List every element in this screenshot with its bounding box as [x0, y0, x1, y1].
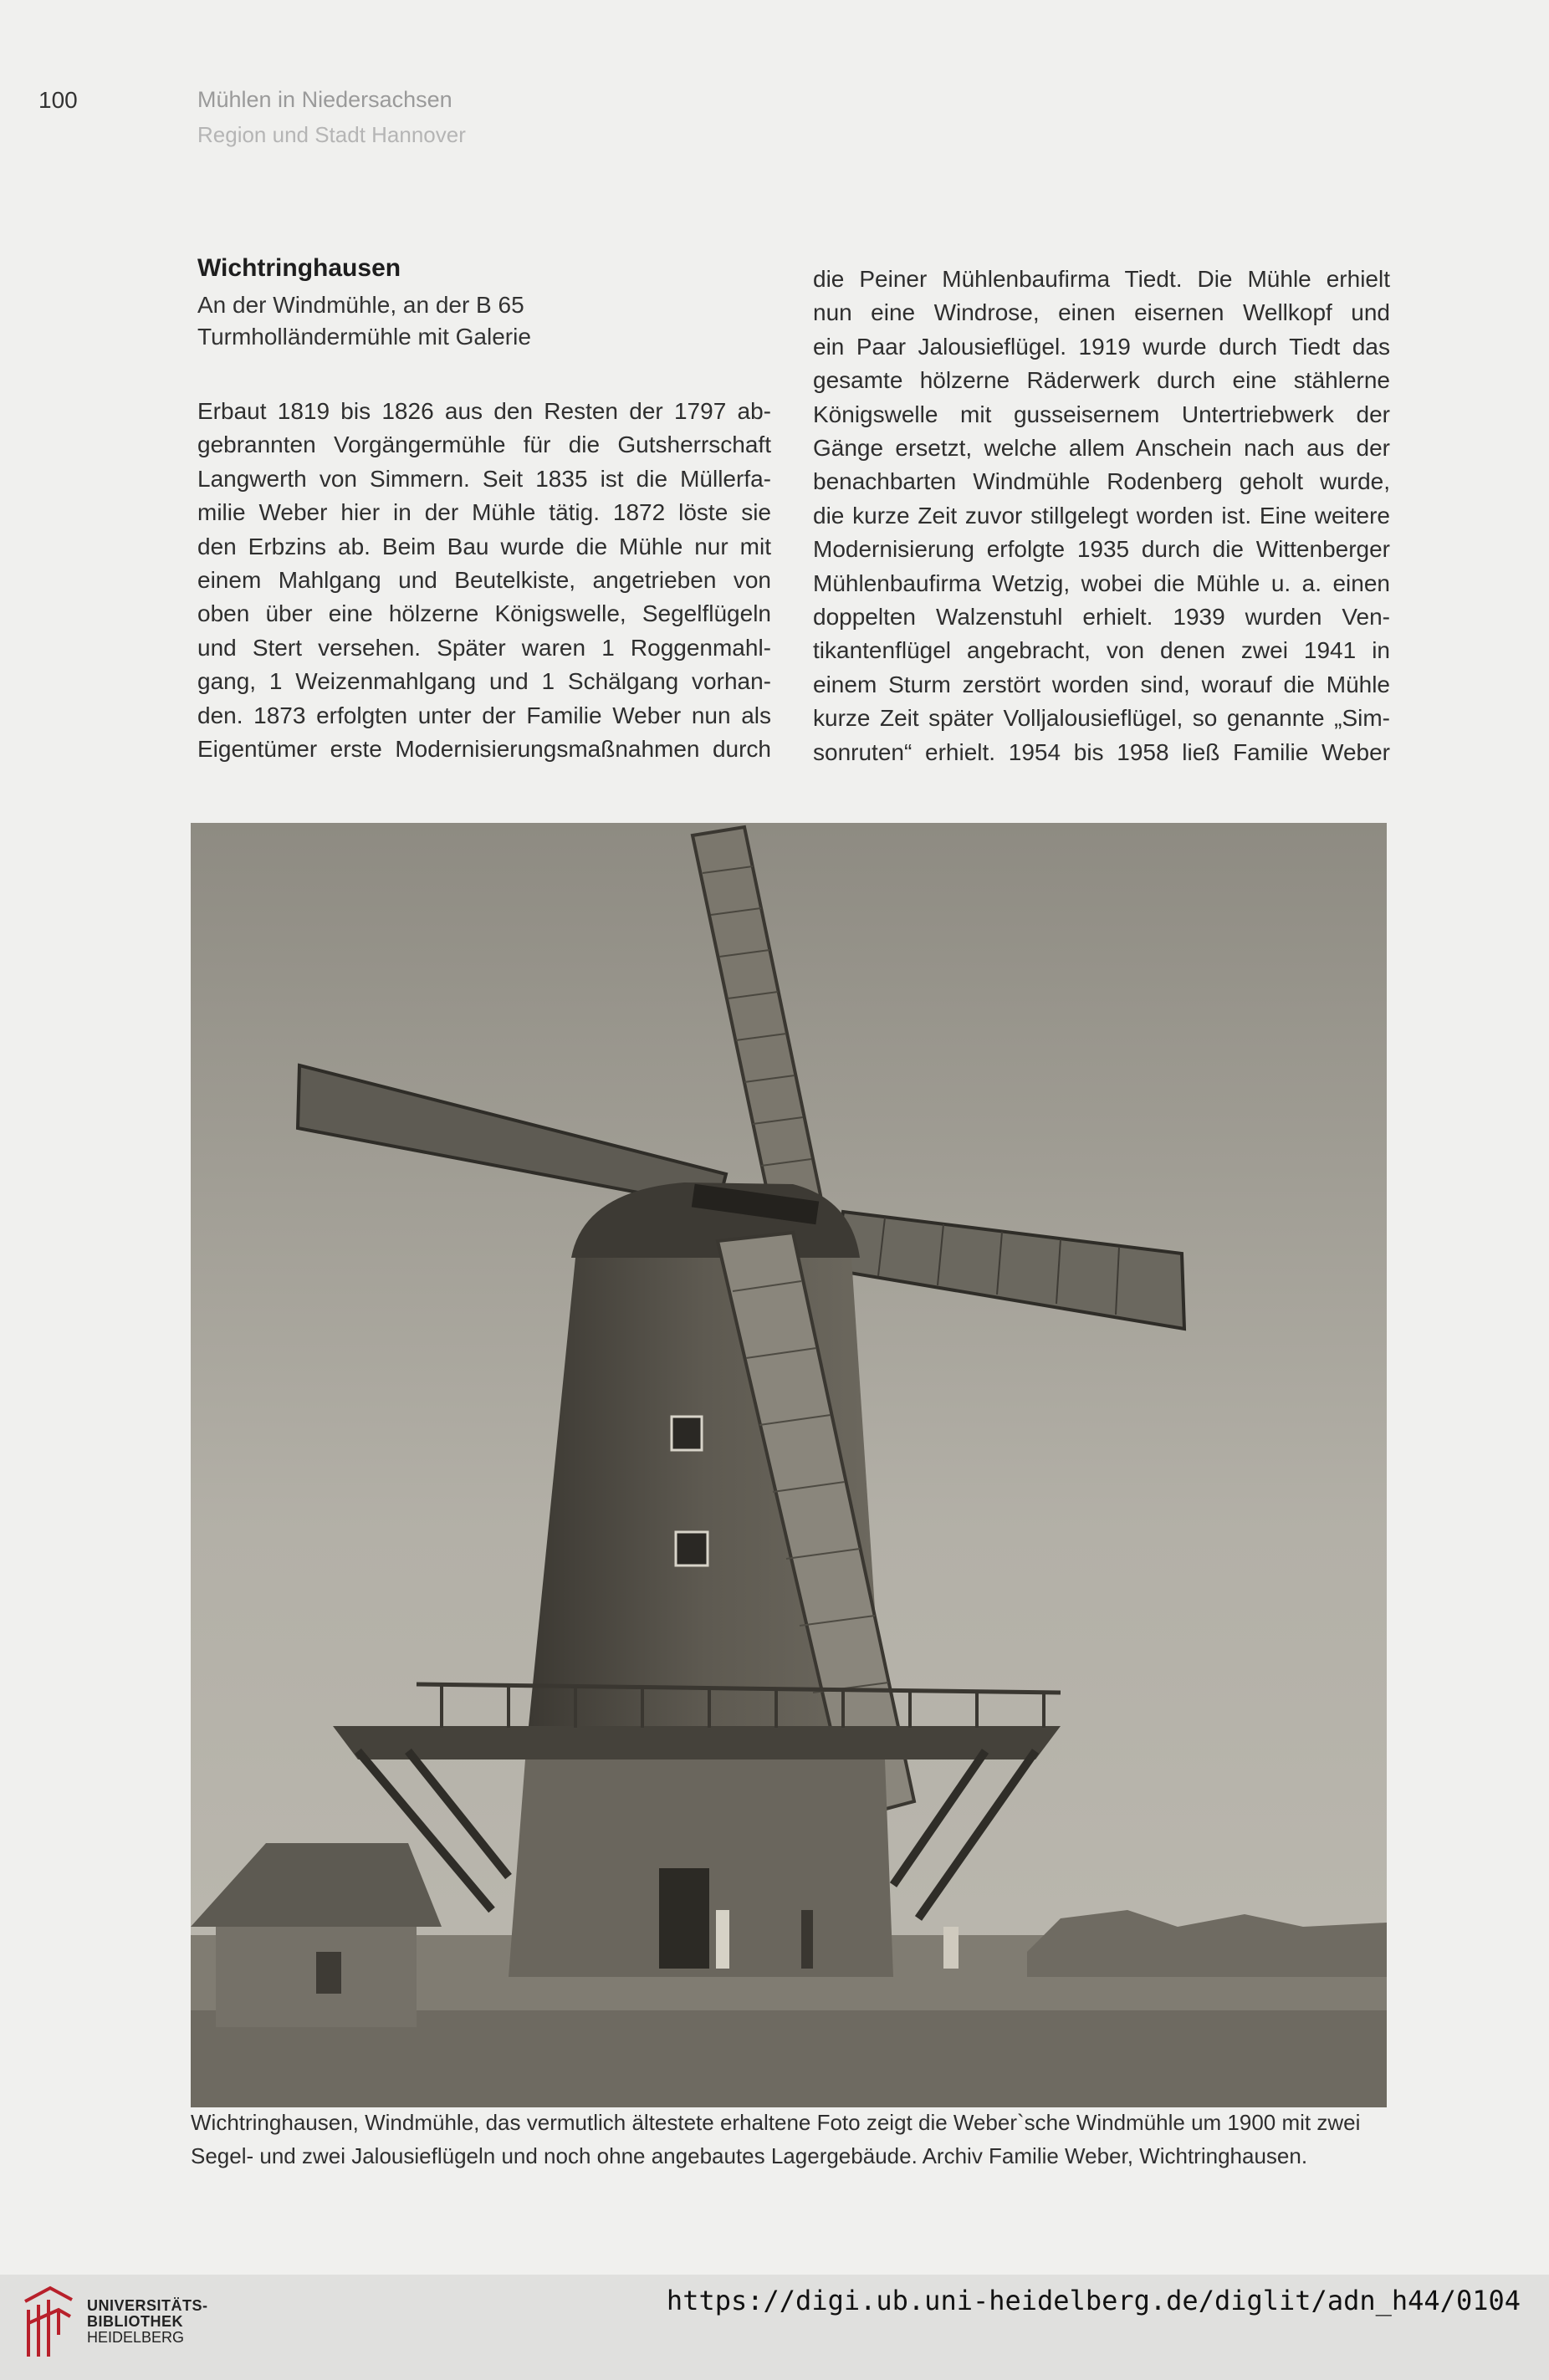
caption-line: Wichtringhausen, Windmühle, das vermutlich ältestete erhaltene Foto zeigt die Weber`sche Windmühle um 1900 mit zwei [191, 2110, 1361, 2135]
body-line: benachbarten Windmühle Rodenberg geholt wurde, [813, 468, 1390, 495]
body-line: den Erbzins ab. Beim Bau wurde die Mühle nur mit [197, 533, 771, 559]
library-name [87, 2298, 208, 2346]
library-name-line: HEIDELBERG [87, 2329, 185, 2346]
library-logo-icon [17, 2285, 75, 2364]
body-line: die Peiner Mühlenbaufirma Tiedt. Die Mühle erhielt [813, 266, 1390, 292]
body-line: einem Sturm zerstört worden sind, worauf die Mühle [813, 671, 1390, 697]
body-line: und Stert versehen. Später waren 1 Roggenmahl- [197, 634, 771, 661]
running-title: Mühlen in Niedersachsen [197, 87, 452, 112]
entry-mill-type: Turmholländermühle mit Galerie [197, 324, 531, 350]
body-column-left [197, 395, 771, 766]
body-line: einem Mahlgang und Beutelkiste, angetrieben von [197, 567, 771, 594]
body-line: milie Weber hier in der Mühle tätig. 1872 löste sie [197, 499, 771, 526]
body-line: Gänge ersetzt, welche allem Anschein nach aus der [813, 435, 1390, 462]
body-line: Mühlenbaufirma Wetzig, wobei die Mühle u. a. einen [813, 569, 1390, 596]
entry-location: An der Windmühle, an der B 65 [197, 292, 524, 318]
body-line: gesamte hölzerne Räderwerk durch eine stählerne [813, 367, 1390, 394]
running-subtitle: Region und Stadt Hannover [197, 122, 466, 147]
body-line: Eigentümer erste Modernisierungsmaßnahmen durch [197, 736, 771, 763]
page-number: 100 [38, 87, 78, 113]
library-name-line: UNIVERSITÄTS- [87, 2297, 208, 2314]
body-line: den. 1873 erfolgten unter der Familie Weber nun als [197, 702, 771, 728]
body-line: die kurze Zeit zuvor stillgelegt worden ist. Eine weitere [813, 502, 1390, 529]
body-column-right [813, 263, 1390, 769]
photo-caption [191, 2106, 1387, 2173]
body-line: Langwerth von Simmern. Seit 1835 ist die Müllerfa- [197, 465, 771, 492]
body-line: Königswelle mit gusseisernem Untertriebwerk der [813, 401, 1390, 427]
caption-line: Segel- und zwei Jalousieflügeln und noch ohne angebautes Lagergebäude. Archiv Familie Weber, Wichtringhausen. [191, 2143, 1308, 2168]
body-line: tikantenflügel angebracht, von denen zwei 1941 in [813, 637, 1390, 664]
body-line: nun eine Windrose, einen eisernen Wellkopf und [813, 299, 1390, 326]
entry-meta [197, 289, 531, 353]
body-line: oben über eine hölzerne Königswelle, Segelflügeln [197, 600, 771, 627]
library-name-line: BIBLIOTHEK [87, 2313, 183, 2330]
body-line: sonruten“ erhielt. 1954 bis 1958 ließ Familie Weber [813, 738, 1390, 765]
body-line: Erbaut 1819 bis 1826 aus den Resten der 1797 ab- [197, 398, 771, 424]
source-url-link[interactable]: https://digi.ub.uni-heidelberg.de/diglit/adn_h44/0104 [666, 2285, 1521, 2316]
body-line: ein Paar Jalousieflügel. 1919 wurde durch Tiedt das [813, 333, 1390, 360]
windmill-photo [191, 823, 1387, 2107]
body-line: doppelten Walzenstuhl erhielt. 1939 wurden Ven- [813, 604, 1390, 631]
body-line: kurze Zeit später Volljalousieflügel, so genannte „Sim- [813, 705, 1390, 732]
body-line: gang, 1 Weizenmahlgang und 1 Schälgang vorhan- [197, 668, 771, 695]
body-line: gebrannten Vorgängermühle für die Gutsherrschaft [197, 432, 771, 458]
entry-heading: Wichtringhausen [197, 254, 401, 282]
body-line: Modernisierung erfolgte 1935 durch die Wittenberger [813, 536, 1390, 563]
